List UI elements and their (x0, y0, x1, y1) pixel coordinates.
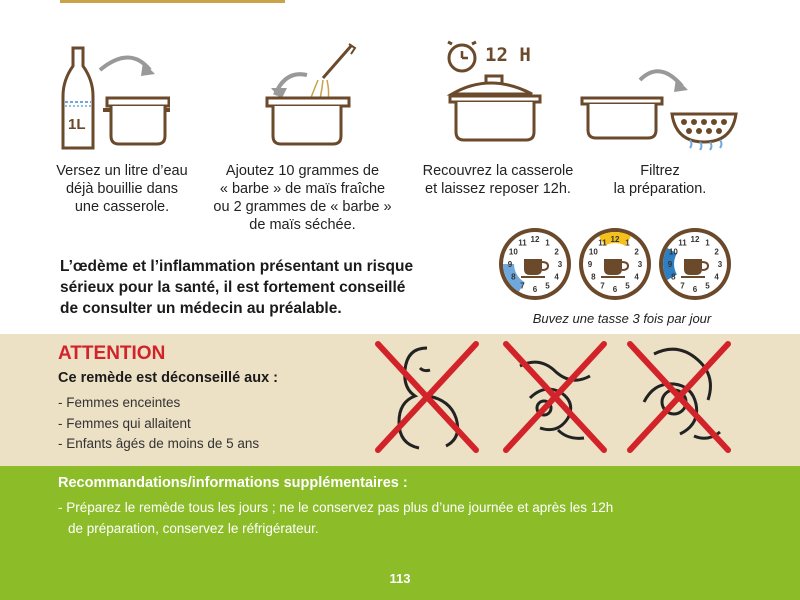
clock-number: 5 (545, 281, 550, 291)
cup-icon (524, 259, 542, 275)
clock-number: 6 (612, 285, 618, 294)
clock-number: 5 (625, 281, 630, 291)
clock-2 (579, 228, 651, 300)
clock-number: 8 (511, 272, 516, 282)
clock-number: 6 (532, 285, 538, 294)
clock-number: 8 (591, 272, 596, 282)
child-crossed-icon (624, 338, 734, 456)
clock-number: 2 (714, 247, 719, 257)
list-item: - Femmes qui allaitent (58, 415, 191, 431)
page-number: 113 (389, 571, 411, 586)
clock-number: 11 (598, 238, 607, 248)
clock-number: 4 (554, 272, 559, 282)
clock-number: 12 (530, 235, 540, 244)
pot-strainer-icon (580, 60, 740, 160)
clock-number: 10 (588, 247, 598, 257)
cup-icon (684, 259, 702, 275)
clock-number: 7 (600, 281, 605, 291)
top-rule (60, 0, 285, 3)
doctor-warning: L’œdème et l’inflammation présentant un risque sérieux pour la santé, il est fortement conseillé de consulter un médecin au préalable. (60, 258, 414, 317)
recommendations-title: Recommandations/informations supplémentaires : (58, 475, 408, 491)
clock-number: 9 (507, 260, 513, 269)
clock-number: 4 (714, 272, 719, 282)
clock-number: 1 (705, 238, 710, 248)
dosage-clocks (495, 222, 735, 306)
clock-number: 8 (671, 272, 676, 282)
attention-title: ATTENTION (58, 343, 166, 364)
clock-number: 12 (690, 235, 700, 244)
clock-number: 2 (634, 247, 639, 257)
clock-number: 6 (692, 285, 698, 294)
clock-number: 11 (518, 238, 527, 248)
clock-number: 1 (625, 238, 630, 248)
step-2-caption: Ajoutez 10 grammes de « barbe » de maïs fraîche ou 2 grammes de « barbe » de maïs séchée. (213, 163, 392, 233)
clock-number: 11 (678, 238, 687, 248)
list-item: - Femmes enceintes (58, 395, 181, 410)
step-1-caption: Versez un litre d’eau déjà bouillie dans une casserole. (56, 163, 188, 215)
clock-3 (659, 228, 731, 300)
clock-number: 12 (610, 235, 620, 244)
attention-list (58, 393, 259, 455)
attention-subtitle: Ce remède est déconseillé aux : (58, 370, 279, 386)
step-3-caption: Recouvrez la casserole et laissez reposer 12h. (422, 163, 574, 197)
clock-number: 4 (634, 272, 639, 282)
clock-number: 3 (717, 260, 723, 269)
clock-number: 10 (668, 247, 678, 257)
recommendations-text: - Préparez le remède tous les jours ; ne le conservez pas plus d’une journée et après les 12h de préparation, conservez le réfrigérateur. (58, 500, 614, 536)
clock-number: 7 (520, 281, 525, 291)
cup-icon (604, 259, 622, 275)
clock-number: 2 (554, 247, 559, 257)
clock-number: 10 (508, 247, 518, 257)
bottle-pour-pot-icon (55, 40, 170, 155)
clock-number: 9 (667, 260, 673, 269)
breastfeeding-crossed-icon (500, 338, 610, 456)
clock-number: 9 (587, 260, 593, 269)
clock-number: 3 (557, 260, 563, 269)
list-item: - Enfants âgés de moins de 5 ans (58, 436, 260, 451)
clock-1 (499, 228, 571, 300)
clock-number: 7 (680, 281, 685, 291)
step-4-caption: Filtrez la préparation. (613, 163, 707, 197)
clocks-caption: Buvez une tasse 3 fois par jour (532, 311, 712, 326)
corn-silk-pot-icon (263, 40, 363, 155)
pregnant-woman-crossed-icon (372, 338, 482, 456)
clock-number: 3 (637, 260, 643, 269)
timer-label: 12 H (485, 44, 531, 66)
clock-number: 5 (705, 281, 710, 291)
bottle-label: 1L (68, 116, 86, 133)
clock-number: 1 (545, 238, 550, 248)
